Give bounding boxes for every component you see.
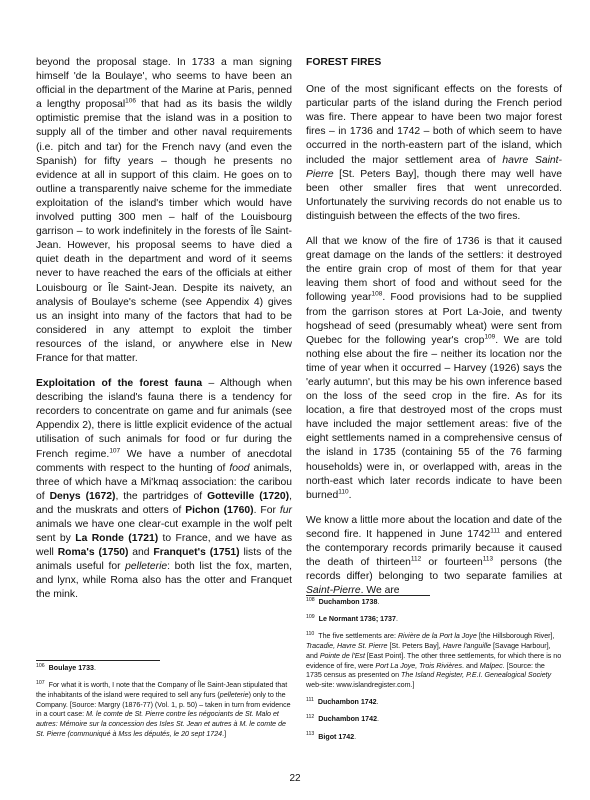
footnote-108: $^{108}$ Duchambon 1738.: [306, 596, 380, 606]
footnote-113: $^{113}$ Bigot 1742.: [306, 731, 357, 741]
footnote-ref: 113: [482, 555, 494, 563]
footnote-109: $^{109}$ Le Normant 1736; 1737.: [306, 613, 398, 624]
right-column: [306, 56, 562, 609]
body-paragraph: beyond the proposal stage. In 1733 a man signing himself 'de la Boulaye', who seems to have been an official in the department of the Marine at Paris, penned a lengthy proposal$^{106}$ that had as its basis the wildly optimistic premise that the island was in a position to supply all of the timber and other naval requirements (i.e. pitch and tar) for the French navy (and even the Spanish) for fifty years – though he presents no evidence at all in support of this claim. He goes on to outline a transparently naive scheme for the immediate exploitation of the island's timber which would have involved putting 300 men – half of the Louisbourg garrison – to work indefinitely in the forests of Île Saint-Jean. However, his proposal seems to have died a quiet death in the department and word of it seems never to have reached the ears of the officials at either Louisbourg or Île Saint-Jean. Despite its naivety, an analysis of Boulaye's scheme (see Appendix 4) gives us an insight into many of the factors that had to be considered in any attempt to exploit the timber resources of the island, or anywhere else in New France for that matter.: [36, 57, 292, 364]
footnote-ref: 111: [490, 527, 501, 535]
footnote-divider: [36, 660, 160, 661]
footnote-ref: 107: [109, 447, 121, 455]
body-paragraph: One of the most significant effects on the forests of particular parts of the island during the French period was fire. There appear to have been two major forest fires – in 1736 and 1742 – both of which seem to have occurred in the north-eastern part of the island, which included the major settlement area of havre Saint-Pierre [St. Peters Bay], though there may well have been other smaller fires that went unrecorded. Unfortunately the surviving records do not enable us to distinguish between the effects of the two fires.: [306, 84, 562, 222]
section-heading: Exploitation of the forest fauna: [36, 378, 203, 390]
body-paragraph: Exploitation of the forest fauna – Although when describing the island's fauna there is a tendency for recorders to concentrate on game and fur animals (see Appendix 2), there is little explicit evidence of the actual utilisation of such animals for food or fur during the French regime.$^{107}$ We have a number of anecdotal comments with respect to the hunting of food animals, three of which have a Mi'kmaq association: the caribou of Denys (1672), the partridges of Gotteville (1720), and the muskrats and otters of Pichon (1760). For fur animals we have one clear-cut example in the wolf pelt sent by La Ronde (1721) to France, and we have as well Roma's (1750) and Franquet's (1751) lists of the animals useful for pelleterie: both list the fox, marten, and lynx, while Roma also has the otter and Franquet the mink.: [36, 378, 293, 601]
body-paragraph: We know a little more about the location and date of the second fire. It happened in June 1742$^{111}$ and entered the contemporary records primarily because it caused the death of thirteen$^{112}$ or fourteen$^{113}$ persons (the records differ) belonging to two separate families at Saint-Pierre. We are: [306, 514, 563, 597]
page-number: 22: [289, 773, 301, 784]
footnote-112: $^{112}$ Duchambon 1742.: [306, 713, 380, 724]
left-column: [36, 56, 292, 614]
footnote-ref: 108: [371, 290, 383, 298]
footnote-divider: [306, 595, 430, 596]
footnote-ref: 109: [484, 333, 496, 341]
footnote-106: $^{106}$ Boulaye 1733.: [36, 662, 96, 672]
left-footnotes: [36, 664, 292, 747]
footnote-ref: 106: [125, 97, 137, 105]
footnote-110: $^{110}$ The five settlements are: Rivière de la Port la Joye [the Hillsborough River], Tracadie, Havre St. Pierre [St. Peters Bay], Havre l'anguille [Savage Harbour], and Pointe de l'Est [East Point]. The other three settlements, for which there is no evidence of fire, were Port La Joye, Trois Rivières. and Malpec. [Source: the 1735 census as presented on The Island Register, P.E.I. Genealogical Society web-site: www.islandregister.com.]: [306, 631, 562, 689]
footnote-ref: 110: [338, 488, 349, 496]
footnote-111: $^{111}$ Duchambon 1742.: [306, 696, 379, 707]
right-footnotes: [306, 598, 562, 750]
footnote-ref: 112: [410, 555, 422, 563]
body-paragraph: All that we know of the fire of 1736 is that it caused great damage on the lands of the settlers: it destroyed the entire grain crop of most of them for that year leaving them short of food and without seed for the following year$^{108}$. Food provisions had to be supplied from the garrison stores at Port La-Joie, and twenty hogshead of seed (presumably wheat) were sent from Quebec for the following year's crop$^{109}$. We are told nothing else about the fire – neither its location nor the time of year when it occurred – Harvey (1926) says the 'early autumn', but this may be his own inference based on the loss of the seed crop in the fire. As for its location, a fire that destroyed most of the crops must have included the major settlement areas: five of the eight settlements named in a comprehensive census of the island in 1735 (containing 55 of the 76 farming households) were in, or overlapped with, areas in the north-east which later records indicate to have been burned$^{110}$.: [306, 236, 563, 501]
footnote-107: $^{107}$ For what it is worth, I note that the Company of Île Saint-Jean stipulated that the inhabitants of the island were required to sell any furs (pelleterie) only to the Company. [Source: Margry (1876-77) (Vol. 1, p. 50) – taken in turn from evidence in a court case: M. le comte de St. Pierre contre les négociants de St. Malo et autres: Mémoire sur la concession des Isles St. Jean et autres à M. le comte de St. Pierre (communiqué à Mss les députés, le 20 sept 1724.]: [36, 679, 291, 738]
section-title: FOREST FIRES: [306, 57, 382, 68]
